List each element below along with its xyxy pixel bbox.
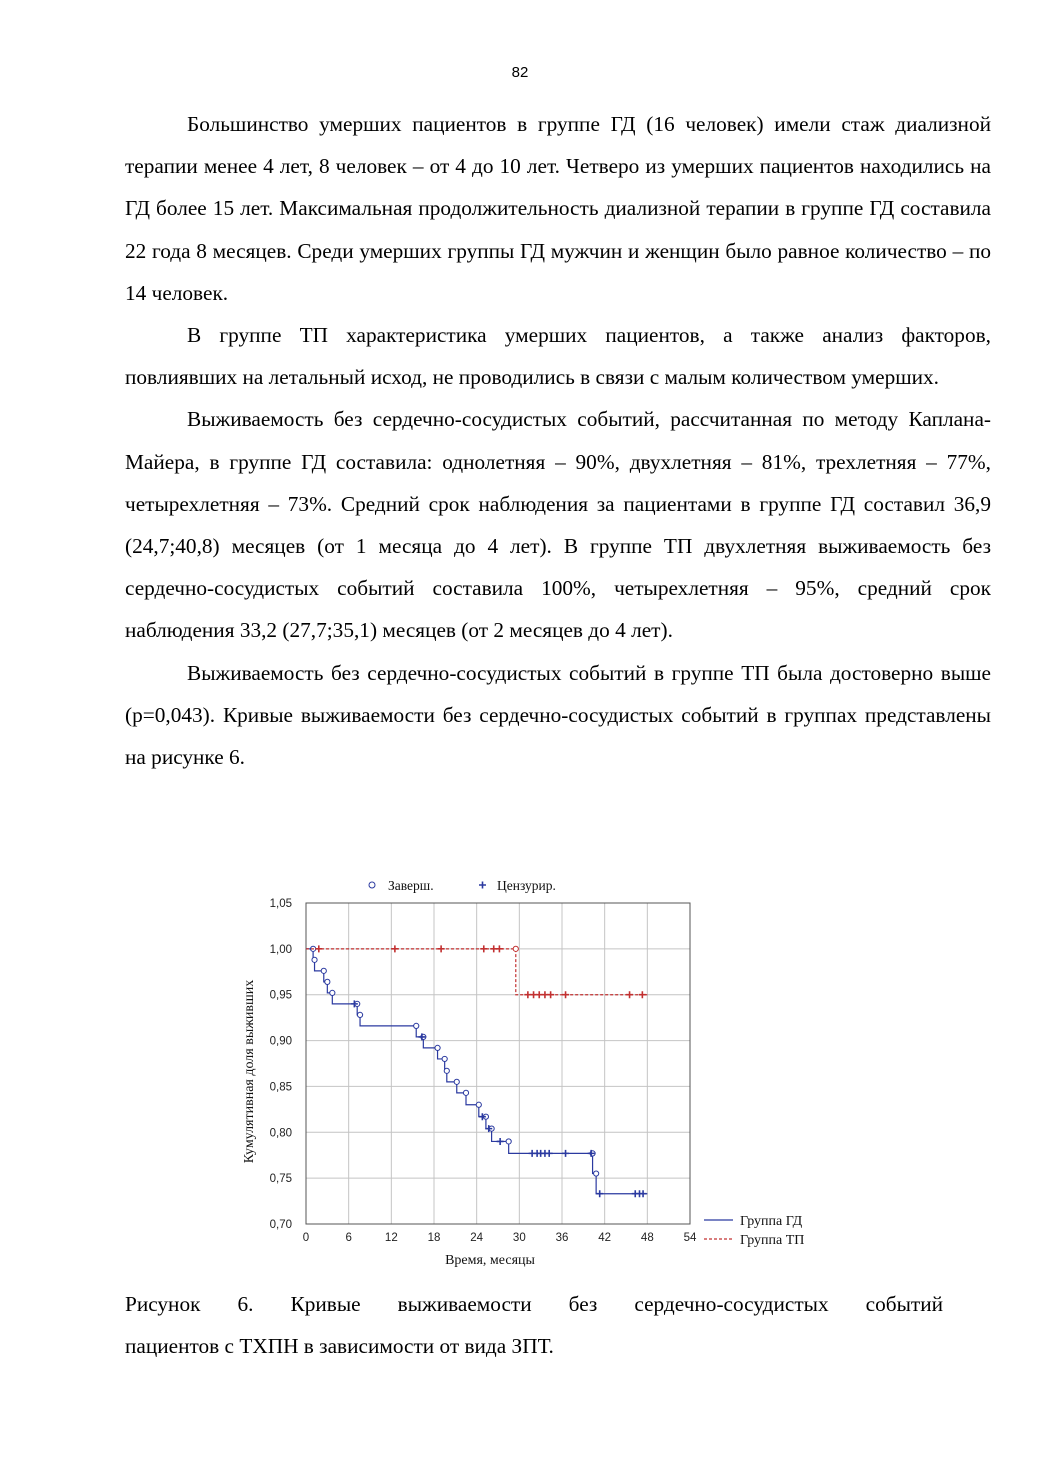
event-marker [513,946,518,951]
event-marker [330,990,335,995]
paragraph: Выживаемость без сердечно-сосудистых событий, рассчитанная по методу Каплана-Майера, в группе ГД составила: однолетняя – 90%, двухлетняя – 81%, трехлетняя – 77%, четырехлетняя – 73%. Средний срок наблюдения за пациентами в группе ГД составил 36,9 (24,7;40,8) месяцев (от 1 месяца до 4 лет). В группе ТП двухлетняя выживаемость без сердечно-сосудистых событий составила 100%, четырехлетняя – 95%, средний срок наблюдения 33,2 (27,7;35,1) месяцев (от 2 месяцев до 4 лет). [125,407,991,643]
censored-marker [497,1138,504,1145]
event-marker [463,1090,468,1095]
y-tick-label: 0,95 [269,989,292,1002]
paragraph: Выживаемость без сердечно-сосудистых событий в группе ТП была достоверно выше (p=0,043). Кривые выживаемости без сердечно-сосудистых событий в группах представлены на рисунке 6. [125,660,991,770]
y-tick-label: 1,05 [269,898,292,910]
event-marker [312,957,317,962]
x-tick-label: 18 [427,1232,441,1244]
censored-marker [496,945,503,952]
marker-legend [369,878,556,893]
event-marker [454,1079,459,1084]
y-tick-label: 0,80 [269,1127,292,1140]
legend-censored-marker [479,882,486,889]
x-tick-label: 6 [345,1232,352,1244]
censored-marker [546,1150,553,1157]
censored-marker [391,945,398,952]
caption-line-1: Рисунок 6. Кривые выживаемости без сердечно-сосудистых событий [125,1292,943,1316]
chart-grid [306,903,690,1224]
legend-complete-marker [369,882,375,888]
body-text [125,103,991,778]
x-tick-label: 24 [470,1232,484,1244]
event-marker [444,1068,449,1073]
plot-frame [306,903,690,1224]
paragraph: Большинство умерших пациентов в группе ГД (16 человек) имели стаж диализной терапии менее 4 лет, 8 человек – от 4 до 10 лет. Четверо из умерших пациентов находились на ГД более 15 лет. Максимальная продолжительность диализной терапии в группе ГД составила 22 года 8 месяцев. Среди умерших группы ГД мужчин и женщин было равное количество – по 14 человек. [125,112,991,305]
censored-marker [596,1190,603,1197]
event-marker [442,1056,447,1061]
censored-marker [562,1150,569,1157]
legend-series-label: Группа ГД [740,1214,803,1229]
y-tick-label: 0,90 [269,1035,292,1048]
event-marker [506,1139,511,1144]
x-tick-label: 36 [555,1232,569,1244]
x-tick-label: 12 [384,1232,398,1244]
censored-marker [480,945,487,952]
x-tick-label: 0 [302,1232,310,1244]
legend-censored-label: Цензурир. [497,878,556,893]
event-marker [476,1102,481,1107]
event-marker [357,1012,362,1017]
censored-marker [438,945,445,952]
y-tick-label: 0,75 [269,1173,292,1186]
y-tick-label: 1,00 [269,943,292,956]
paragraph: В группе ТП характеристика умерших пациентов, а также анализ факторов, повлиявших на летальный исход, не проводились в связи с малым количеством умерших. [125,323,991,390]
x-tick-label: 54 [683,1232,697,1244]
y-tick-label: 0,70 [269,1219,292,1231]
y-tick-label: 0,85 [269,1081,292,1094]
x-tick-label: 42 [598,1232,612,1244]
event-marker [321,968,326,973]
caption-line-2: пациентов с ТХПН в зависимости от вида ЗПТ. [125,1334,554,1359]
event-marker [325,979,330,984]
series-legend [704,1214,804,1248]
survival-chart-figure [230,870,840,1275]
censored-marker [315,945,322,952]
event-marker [594,1171,599,1176]
legend-complete-label: Заверш. [388,878,434,893]
survival-chart [230,870,840,1275]
x-axis-label: Время, месяцы [445,1253,535,1268]
x-tick-label: 48 [640,1232,654,1244]
censored-marker [562,991,569,998]
legend-series-label: Группа ТП [740,1233,805,1248]
censored-marker [626,991,633,998]
censored-marker [640,1190,647,1197]
x-tick-label: 30 [512,1232,526,1244]
event-marker [414,1023,419,1028]
event-marker [435,1045,440,1050]
page-number: 82 [511,64,529,81]
figure-caption [125,1283,943,1367]
censored-marker [547,991,554,998]
censored-marker [639,991,646,998]
chart-axes [242,898,697,1268]
y-axis-label: Кумулятивная доля выживших [242,979,257,1164]
